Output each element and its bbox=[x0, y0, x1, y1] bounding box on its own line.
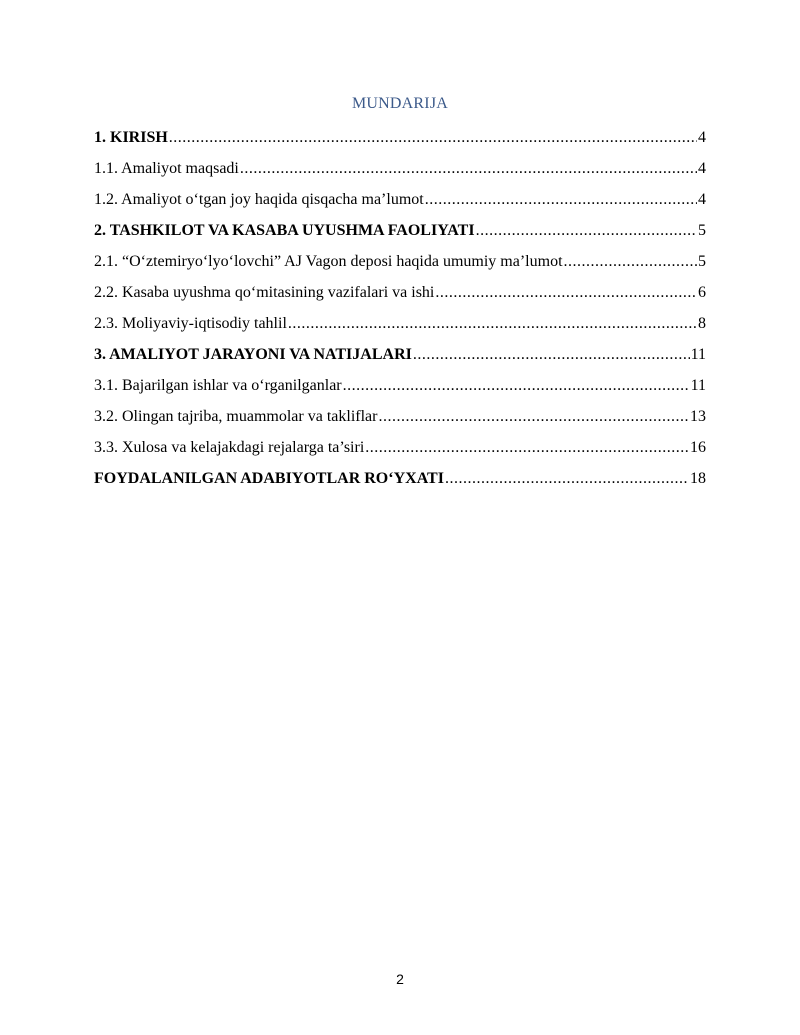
toc-entry[interactable] bbox=[94, 344, 706, 375]
toc-dot-leader bbox=[169, 127, 697, 149]
toc-entry[interactable] bbox=[94, 127, 706, 158]
page-number: 2 bbox=[396, 971, 404, 987]
toc-entry-page: 16 bbox=[690, 439, 706, 456]
toc-entry-page: 4 bbox=[698, 129, 706, 146]
toc-entry[interactable] bbox=[94, 158, 706, 189]
toc-dot-leader bbox=[445, 468, 689, 490]
toc-entry[interactable] bbox=[94, 282, 706, 313]
toc-entry[interactable] bbox=[94, 375, 706, 406]
toc-dot-leader bbox=[435, 282, 697, 304]
toc-entry-page: 4 bbox=[698, 160, 706, 177]
toc-entry-page: 13 bbox=[690, 408, 706, 425]
toc-entry-label: 3.1. Bajarilgan ishlar va o‘rganilganlar bbox=[94, 377, 342, 394]
toc-entry-page: 4 bbox=[698, 191, 706, 208]
page-title: MUNDARIJA bbox=[351, 95, 449, 112]
toc-entry-label: 3. AMALIYOT JARAYONI VA NATIJALARI bbox=[94, 346, 412, 363]
toc-entry-label: 2.1. “O‘ztemiryo‘lyo‘lovchi” AJ Vagon deposi haqida umumiy ma’lumot bbox=[94, 253, 563, 270]
toc-entry[interactable] bbox=[94, 220, 706, 251]
toc-dot-leader bbox=[564, 251, 697, 273]
toc-entry[interactable] bbox=[94, 406, 706, 437]
toc-entry-page: 8 bbox=[698, 315, 706, 332]
toc-entry[interactable] bbox=[94, 189, 706, 220]
toc-dot-leader bbox=[476, 220, 697, 242]
toc-dot-leader bbox=[365, 437, 689, 459]
toc-entry-page: 11 bbox=[690, 346, 706, 363]
toc-entry-label: 1.1. Amaliyot maqsadi bbox=[94, 160, 239, 177]
table-of-contents bbox=[94, 127, 706, 499]
toc-dot-leader bbox=[378, 406, 689, 428]
toc-entry-page: 5 bbox=[698, 222, 706, 239]
toc-entry-label: 1.2. Amaliyot o‘tgan joy haqida qisqacha ma’lumot bbox=[94, 191, 424, 208]
toc-entry-label: 2.2. Kasaba uyushma qo‘mitasining vazifalari va ishi bbox=[94, 284, 435, 301]
toc-entry-label: 1. KIRISH bbox=[94, 129, 168, 146]
toc-entry-page: 18 bbox=[690, 470, 706, 487]
toc-entry-label: FOYDALANILGAN ADABIYOTLAR RO‘YXATI bbox=[94, 470, 444, 487]
toc-dot-leader bbox=[240, 158, 697, 180]
toc-entry[interactable] bbox=[94, 437, 706, 468]
toc-entry-label: 3.3. Xulosa va kelajakdagi rejalarga ta’siri bbox=[94, 439, 365, 456]
toc-dot-leader bbox=[425, 189, 697, 211]
toc-entry-label: 2.3. Moliyaviy-iqtisodiy tahlil bbox=[94, 315, 287, 332]
toc-dot-leader bbox=[343, 375, 690, 397]
toc-entry-page: 5 bbox=[698, 253, 706, 270]
toc-dot-leader bbox=[288, 313, 697, 335]
toc-dot-leader bbox=[413, 344, 690, 366]
toc-entry-label: 3.2. Olingan tajriba, muammolar va takliflar bbox=[94, 408, 378, 425]
toc-entry[interactable] bbox=[94, 251, 706, 282]
toc-entry[interactable] bbox=[94, 468, 706, 499]
toc-entry-page: 11 bbox=[690, 377, 706, 394]
toc-entry[interactable] bbox=[94, 313, 706, 344]
toc-entry-label: 2. TASHKILOT VA KASABA UYUSHMA FAOLIYATI bbox=[94, 222, 475, 239]
toc-entry-page: 6 bbox=[698, 284, 706, 301]
